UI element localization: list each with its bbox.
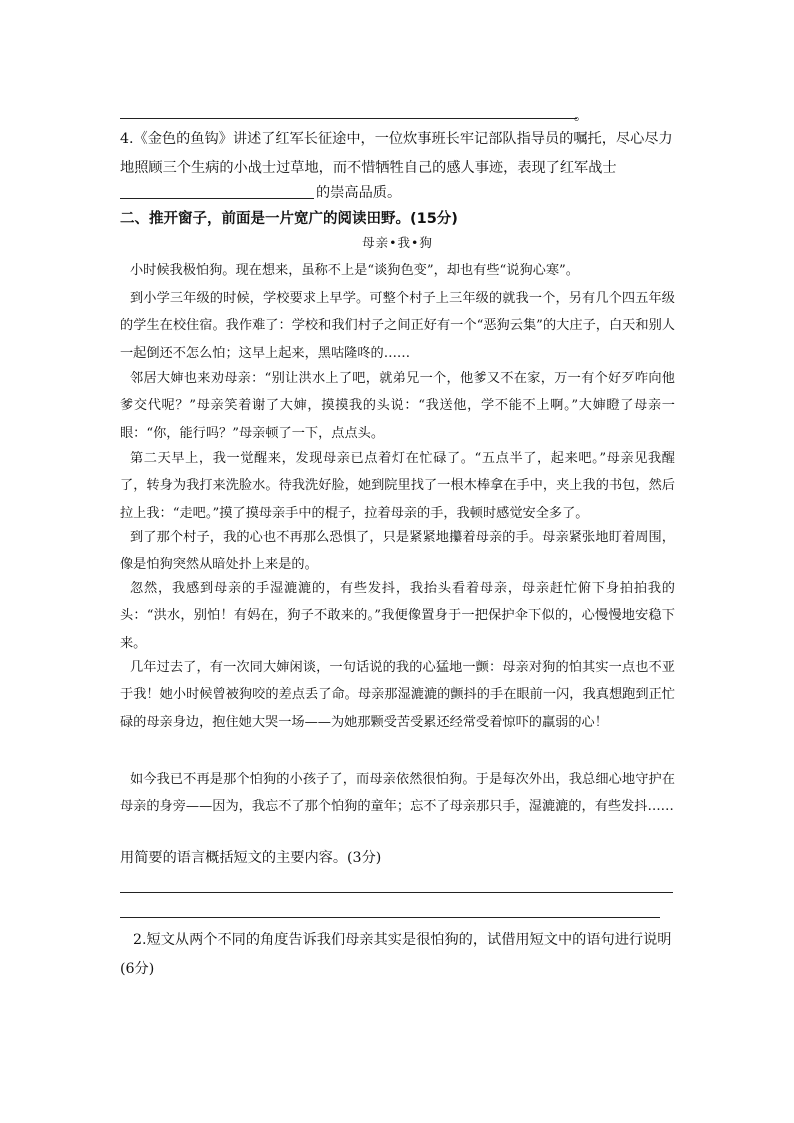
section-heading: 二、推开窗子，前面是一片宽广的阅读田野。(15分) <box>120 211 458 227</box>
q4-line3-suffix: 的崇高品质。 <box>316 185 402 201</box>
question-2-line2: (6分) <box>120 961 155 977</box>
answer-line-q1b <box>120 917 660 918</box>
answer-line-top <box>120 118 577 119</box>
paragraph-3: 邻居大婶也来劝母亲：“别让洪水上了吧，就弟兄一个，他爹又不在家，万一有个好歹咋向他爹交代呢？”母亲笑着谢了大婶，摸摸我的头说：“我送他，学不能不上啊。”大婶瞪了母亲一眼：“你，能行吗？”母亲顿了一下，点点头。 <box>120 371 675 441</box>
paragraph-1: 小时候我极怕狗。现在想来，虽称不上是“谈狗色变”，却也有些“说狗心寒”。 <box>130 263 579 278</box>
q4-answer-blank <box>120 198 314 199</box>
paragraph-7: 几年过去了，有一次同大婶闲谈，一句话说的我的心猛地一颤：母亲对狗的怕其实一点也不亚于我！她小时候曾被狗咬的差点丢了命。母亲那湿漉漉的颤抖的手在眼前一闪，我真想跑到正忙碌的母亲身边，抱住她大哭一场——为她那颗受苦受累还经常受着惊吓的羸弱的心！ <box>120 660 675 730</box>
passage-title: 母亲•我•狗 <box>362 235 433 250</box>
question-2-line1: 2.短文从两个不同的角度告诉我们母亲其实是很怕狗的，试借用短文中的语句进行说明 <box>133 932 672 948</box>
question-1: 用简要的语言概括短文的主要内容。(3分) <box>120 850 382 866</box>
q4-line1: 4.《金色的鱼钩》讲述了红军长征途中，一位炊事班长牢记部队指导员的嘱托，尽心尽力 <box>120 131 673 147</box>
q4-line2: 地照顾三个生病的小战士过草地，而不惜牺牲自己的感人事迹，表现了红军战士 <box>120 160 617 176</box>
paragraph-5: 到了那个村子，我的心也不再那么恐惧了，只是紧紧地攥着母亲的手。母亲紧张地盯着周围，像是怕狗突然从暗处扑上来是的。 <box>120 530 675 573</box>
paragraph-2: 到小学三年级的时候，学校要求上早学。可整个村子上三年级的就我一个，另有几个四五年级的学生在校住宿。我作难了：学校和我们村子之间正好有一个“恶狗云集”的大庄子，白天和别人一起倒还不怎么怕；这早上起来，黑咕隆咚的…… <box>120 291 675 361</box>
paragraph-8: 如今我已不再是那个怕狗的小孩子了，而母亲依然很怕狗。于是每次外出，我总细心地守护在母亲的身旁——因为，我忘不了那个怕狗的童年；忘不了母亲那只手，湿漉漉的，有些发抖…… <box>120 772 675 815</box>
paragraph-4: 第二天早上，我一觉醒来，发现母亲已点着灯在忙碌了。“五点半了，起来吧。”母亲见我醒了，转身为我打来洗脸水。待我洗好脸，她到院里找了一根木棒拿在手中，夹上我的书包，然后拉上我：“走吧。”摸了摸母亲手中的棍子，拉着母亲的手，我顿时感觉安全多了。 <box>120 451 675 521</box>
paragraph-6: 忽然，我感到母亲的手湿漉漉的，有些发抖，我抬头看着母亲，母亲赶忙俯下身拍拍我的头：“洪水，别怕！有妈在，狗子不敢来的。”我便像置身于一把保护伞下似的，心慢慢地安稳下来。 <box>120 581 675 651</box>
answer-line-q1a <box>120 892 673 893</box>
answer-line-end-mark: 。 <box>574 108 589 124</box>
